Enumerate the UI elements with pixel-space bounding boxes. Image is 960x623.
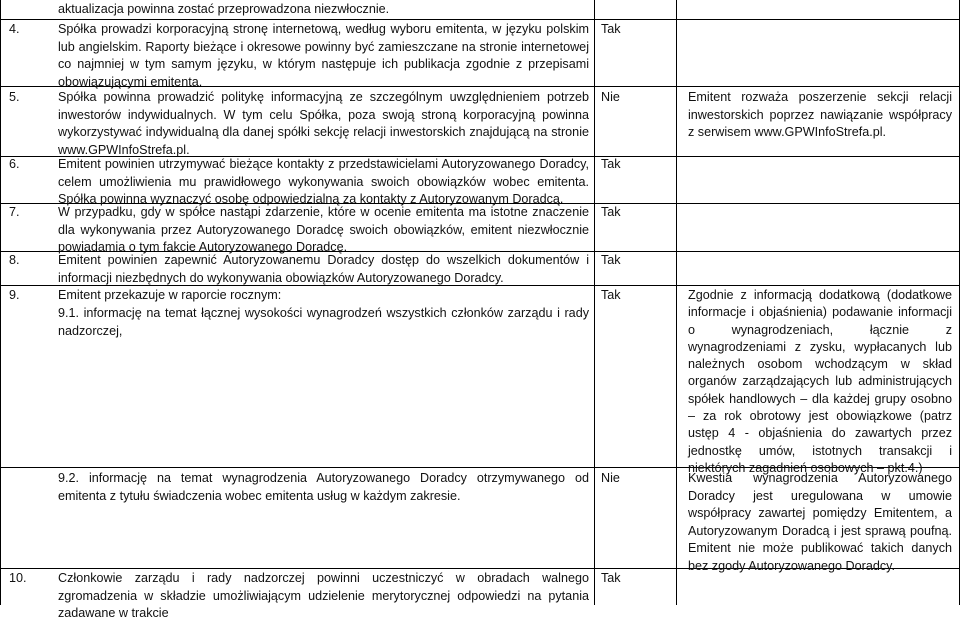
column-divider — [594, 0, 595, 605]
row-text: Spółka prowadzi korporacyjną stronę internetową, według wyboru emitenta, w języku polskim lub angielskim. Raporty bieżące i okresowe powinny być zamieszczane na stronie internetowej co najmniej w tym samym języku, w którym następuje ich publikacja zgodnie z przepisami obowiązującymi emitenta. — [58, 22, 589, 89]
row-number: 5. — [9, 90, 20, 104]
answer-value: Tak — [601, 253, 621, 267]
row-divider — [1, 19, 959, 20]
comment-text: Emitent rozważa poszerzenie sekcji relacji inwestorskich poprzez nawiązanie współpracy z serwisem www.GPWInfoStrefa.pl. — [688, 90, 952, 140]
row-subtext: 9.2. informację na temat wynagrodzenia Autoryzowanego Doradcy otrzymywanego od emitenta z tytułu świadczenia wobec emitenta usług w każdym zakresie. — [58, 471, 589, 503]
comment-text: Kwestia wynagrodzenia Autoryzowanego Doradcy jest uregulowana w umowie współpracy zawartej pomiędzy Emitentem, a Autoryzowanym Doradcą i jest sprawą poufną. Emitent nie może publikować takich danych bez zgody Autoryzowanego Doradcy. — [688, 471, 952, 573]
answer-value: Tak — [601, 571, 621, 585]
answer-value: Tak — [601, 205, 621, 219]
answer-value: Nie — [601, 90, 620, 104]
row-number: 4. — [9, 22, 20, 36]
row-subtext: 9.1. informację na temat łącznej wysokości wynagrodzeń wszystkich członków zarządu i rady nadzorczej, — [58, 306, 589, 338]
row-text: aktualizacja powinna zostać przeprowadzona niezwłocznie. — [58, 2, 390, 16]
row-number: 6. — [9, 157, 20, 171]
answer-value: Nie — [601, 471, 620, 485]
row-text: Emitent przekazuje w raporcie rocznym: — [58, 288, 282, 302]
row-number: 9. — [9, 288, 20, 302]
row-text: Spółka powinna prowadzić politykę informacyjną ze szczególnym uwzględnieniem potrzeb inwestorów indywidualnych. W tym celu Spółka, poza swoją stroną korporacyjną powinna wykorzystywać indywidualną dla danej spółki sekcję relacji inwestorskich znajdującą na stronie www.GPWInfoStrefa.pl. — [58, 90, 589, 157]
answer-value: Tak — [601, 288, 621, 302]
row-text: W przypadku, gdy w spółce nastąpi zdarzenie, które w ocenie emitenta ma istotne znaczenie dla wykonywania przez Autoryzowanego Doradcę swoich obowiązków, emitent niezwłocznie powiadamia o tym fakcie Autoryzowanego Doradcę. — [58, 205, 589, 255]
comment-text: Zgodnie z informacją dodatkową (dodatkowe informacje i objaśnienia) podawanie informacji o wynagrodzeniach, łącznie z wynagrodzeniami z zysku, wypłacanych lub należnych osobom wchodzącym w skład organów zarządzających lub administrujących spółek handlowych – dla każdej grupy osobno – za rok obrotowy jest obowiązkowe (patrz ustęp 4 - objaśnienia do zawartych przez jednostkę umów, istotnych transakcji i niektórych zagadnień osobowych – pkt.4.) — [688, 288, 952, 475]
row-number: 7. — [9, 205, 20, 219]
row-text: Emitent powinien zapewnić Autoryzowanemu Doradcy dostęp do wszelkich dokumentów i informacji niezbędnych do wykonywania obowiązków Autoryzowanego Doradcy. — [58, 253, 589, 285]
row-text: Emitent powinien utrzymywać bieżące kontakty z przedstawicielami Autoryzowanego Doradcy, celem umożliwienia mu prawidłowego wykonywania swoich obowiązków wobec emitenta. Spółka powinna wyznaczyć osobę odpowiedzialną za kontakty z Autoryzowanym Doradcą. — [58, 157, 589, 207]
answer-value: Tak — [601, 157, 621, 171]
row-number: 8. — [9, 253, 20, 267]
column-divider — [676, 0, 677, 605]
row-text: Członkowie zarządu i rady nadzorczej powinni uczestniczyć w obradach walnego zgromadzenia w składzie umożliwiającym udzielenie merytorycznej odpowiedzi na pytania zadawane w trakcie — [58, 571, 589, 621]
answer-value: Tak — [601, 22, 621, 36]
row-number: 10. — [9, 571, 27, 585]
